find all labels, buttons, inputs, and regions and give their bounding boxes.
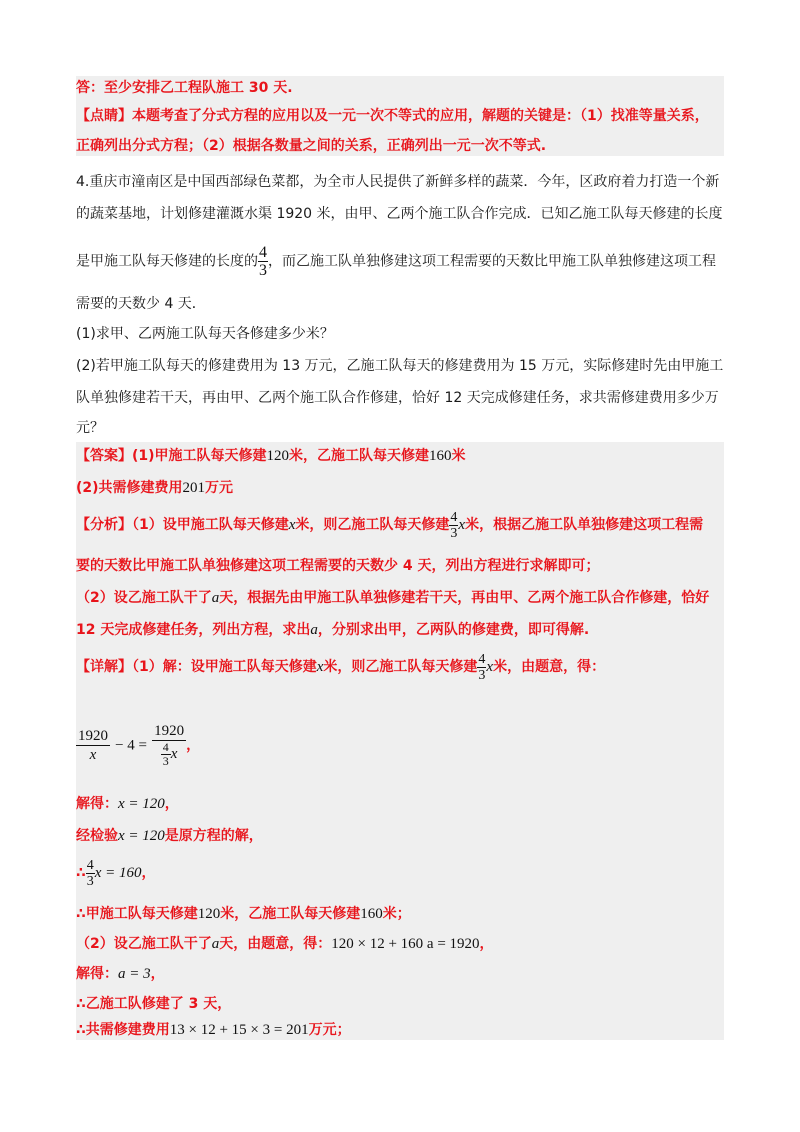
comment-line-1: 【点睛】本题考查了分式方程的应用以及一元一次不等式的应用，解题的关键是：（1）找准等量关系，: [76, 108, 709, 124]
problem-line-1: 4.重庆市潼南区是中国西部绿色菜都，为全市人民提供了新鲜多样的蔬菜．今年，区政府着力打造一个新: [76, 174, 720, 190]
main-equation: $\frac{1920}{x}$ − 4 = 1920 $\frac{4}{3}$ x ，: [78, 723, 201, 768]
analysis-line-2: 要的天数比甲施工队单独修建这项工程需要的天数少 4 天，列出方程进行求解即可；: [76, 558, 600, 574]
answer-line-2: (2)共需修建费用201万元: [76, 480, 234, 496]
question-2-line-2: 队单独修建若干天，再由甲、乙两个施工队合作修建，恰好 12 天完成修建任务，求共需修建费用多少万: [76, 390, 719, 406]
solve-line: 解得：x = 120，: [76, 796, 179, 812]
problem-line-3: 是甲施工队每天修建的长度的 $\frac{4}{3}$ ，而乙施工队单独修建这项工程需要的天数比甲施工队单独修建这项工程: [76, 244, 716, 279]
problem-line-4: 需要的天数少 4 天．: [76, 296, 206, 312]
part-2-solve: 解得：a = 3，: [76, 966, 165, 982]
analysis-line-3: （2）设乙施工队干了a天，根据先由甲施工队单独修建若干天，再由甲、乙两个施工队合作修建，恰好: [76, 590, 710, 606]
answer-line-1: 【答案】(1)甲施工队每天修建120米，乙施工队每天修建160米: [76, 448, 466, 464]
therefore-line-1: ∴ $\frac{4}{3}$ x = 160，: [76, 857, 156, 889]
previous-answer-line: 答：至少安排乙工程队施工 30 天.: [76, 80, 293, 96]
part-2-cost: ∴共需修建费用13 × 12 + 15 × 3 = 201万元；: [76, 1022, 351, 1038]
therefore-line-2: ∴甲施工队每天修建120米，乙施工队每天修建160米；: [76, 906, 411, 922]
check-line: 经检验x = 120是原方程的解，: [76, 828, 263, 844]
comment-line-2: 正确列出分式方程；（2）根据各数量之间的关系，正确列出一元一次不等式.: [76, 138, 547, 154]
question-2-line-1: (2)若甲施工队每天的修建费用为 13 万元，乙施工队每天的修建费用为 15 万元，实际修建时先由甲施工: [76, 358, 724, 374]
part-2-setup: （2）设乙施工队干了a天，由题意，得：120 × 12 + 160 a = 1920，: [76, 936, 494, 952]
part-2-days: ∴乙施工队修建了 3 天，: [76, 996, 232, 1012]
problem-line-2: 的蔬菜基地，计划修建灌溉水渠 1920 米，由甲、乙两个施工队合作完成．已知乙施工队每天修建的长度: [76, 206, 723, 222]
analysis-line-4: 12 天完成修建任务，列出方程，求出a，分别求出甲，乙两队的修建费，即可得解.: [76, 622, 590, 638]
analysis-line-1: 【分析】（1）设甲施工队每天修建x米，则乙施工队每天修建 $\frac{4}{3}$ x米，根据乙施工队单独修建这项工程需: [76, 509, 704, 541]
question-2-line-3: 元？: [76, 420, 104, 436]
detail-line-1: 【详解】（1）解：设甲施工队每天修建x米，则乙施工队每天修建 $\frac{4}{3}$ x米，由题意，得：: [76, 651, 606, 683]
fraction-four-thirds: $\frac{4}{3}$: [259, 244, 267, 279]
question-1: (1)求甲、乙两施工队每天各修建多少米？: [76, 326, 334, 342]
